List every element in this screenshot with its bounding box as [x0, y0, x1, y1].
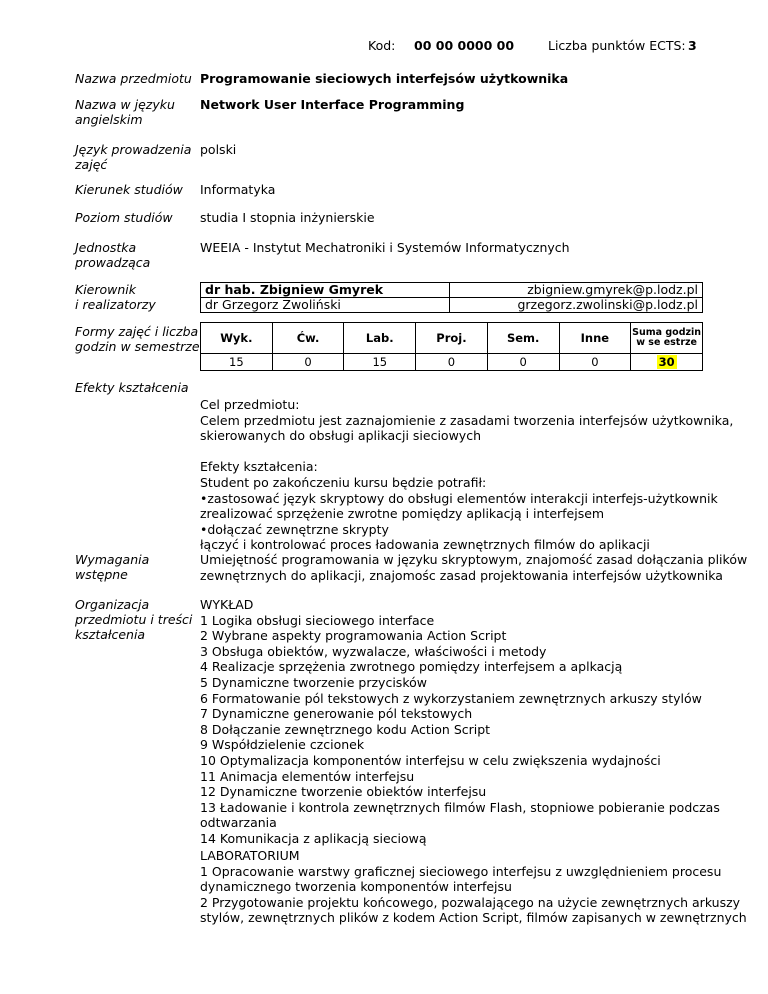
cel-title: Cel przedmiotu: [200, 397, 300, 412]
wymagania-label [75, 552, 149, 582]
laboratorium-block [200, 848, 747, 926]
hours-value-wyk: 15 [201, 354, 273, 371]
organizacja-label-line1: Organizacja [75, 597, 150, 612]
kierunek-label: Kierunek studiów [75, 182, 183, 197]
organizacja-label [75, 597, 192, 642]
wyklad-item: 13 Ładowanie i kontrola zewnętrznych filmów Flash, stopniowe pobieranie podczas [200, 799, 720, 815]
wyklad-item: 1 Logika obsługi sieciowego interface [200, 612, 435, 628]
nazwa-ang-label [75, 97, 175, 127]
hours-header-inne: Inne [559, 323, 631, 354]
hours-value-sem: 0 [487, 354, 559, 371]
hours-value-cw: 0 [272, 354, 344, 371]
kod-value: 00 00 0000 00 [414, 38, 515, 53]
wymagania-line: zewnętrznych do aplikacji, znajomośc zasad projektowania interfejsów użytkownika [200, 567, 723, 583]
jezyk-label-line1: Język prowadzenia [75, 142, 192, 157]
spacer [200, 444, 733, 460]
wymagania-block [200, 552, 747, 583]
table-row [201, 323, 703, 354]
poziom-value: studia I stopnia inżynierskie [200, 210, 375, 225]
cel-line: Celem przedmiotu jest zaznajomienie z zasadami tworzenia interfejsów użytkownika, [200, 412, 734, 428]
wyklad-item: 11 Animacja elementów interfejsu [200, 768, 415, 784]
hours-value-proj: 0 [416, 354, 488, 371]
efekty-title: Efekty kształcenia: [200, 459, 318, 475]
hours-header-lab: Lab. [344, 323, 416, 354]
table-row [201, 298, 703, 313]
sum-header-line2: w se estrze [636, 337, 697, 348]
wyklad-item: 8 Dołączanie zewnętrznego kodu Action Script [200, 721, 491, 737]
wyklad-item: 5 Dynamiczne tworzenie przycisków [200, 674, 427, 690]
second-name: dr Grzegorz Zwoliński [201, 298, 450, 313]
table-row [201, 354, 703, 371]
wyklad-item: 4 Realizacje sprzężenia zwrotnego pomiędzy interfejsem a aplkacją [200, 659, 623, 675]
sum-highlight: 30 [658, 355, 675, 369]
organizacja-label-line2: przedmiotu i treści [75, 612, 193, 627]
wymagania-label-line2: wstępne [75, 567, 128, 582]
kierownik-label [75, 282, 156, 312]
efekty-line: •dołączać zewnętrzne skrypty [200, 521, 389, 537]
cel-line: skierowanych do obsługi aplikacji sieciowych [200, 428, 481, 444]
formy-label-line2: godzin w semestrze [75, 339, 200, 354]
efekty-line: łączyć i kontrolować proces ładowania zewnętrznych filmów do aplikacji [200, 537, 650, 553]
lead-name: dr hab. Zbigniew Gmyrek [201, 283, 450, 298]
nazwa-label: Nazwa przedmiotu [75, 71, 192, 86]
formy-label [75, 324, 200, 354]
hours-header-cw: Ćw. [272, 323, 344, 354]
people-table [200, 282, 703, 313]
wymagania-line: Umiejętność programowania w języku skryptowym, znajomość zasad dołączania plików [200, 552, 748, 567]
efekty-block [200, 397, 733, 553]
jednostka-label [75, 240, 150, 270]
efekty-line: •zastosować język skryptowy do obsługi elementów interakcji interfejs-użytkownik [200, 490, 718, 506]
wymagania-label-line1: Wymagania [75, 552, 150, 567]
laboratorium-item: 2 Przygotowanie projektu końcowego, pozwalającego na użycie zewnętrznych arkuszy [200, 894, 741, 910]
wyklad-title: WYKŁAD [200, 597, 254, 612]
jezyk-label [75, 142, 191, 172]
jednostka-value: WEEIA - Instytut Mechatroniki i Systemów Informatycznych [200, 240, 570, 255]
wyklad-item: 2 Wybrane aspekty programowania Action Script [200, 628, 507, 644]
hours-value-inne: 0 [559, 354, 631, 371]
hours-value-sum [631, 354, 703, 371]
wyklad-item: 14 Komunikacja z aplikacją sieciową [200, 830, 427, 846]
wyklad-item: odtwarzania [200, 815, 277, 831]
kierunek-value: Informatyka [200, 182, 276, 197]
hours-value-lab: 15 [344, 354, 416, 371]
ects-value: 3 [688, 38, 697, 53]
kod-label: Kod: [368, 38, 396, 53]
organizacja-label-line3: kształcenia [75, 627, 146, 642]
wyklad-item: 3 Obsługa obiektów, wyzwalacze, właściwości i metody [200, 643, 547, 659]
efekty-label: Efekty kształcenia [75, 380, 189, 395]
nazwa-ang-label-line1: Nazwa w języku [75, 97, 175, 112]
wyklad-block [200, 597, 720, 847]
hours-header-proj: Proj. [416, 323, 488, 354]
wyklad-item: 10 Optymalizacja komponentów interfejsu w celu zwiększenia wydajności [200, 752, 661, 768]
hours-table [200, 322, 703, 371]
jednostka-label-line2: prowadząca [75, 255, 151, 270]
wyklad-item: 6 Formatowanie pól tekstowych z wykorzystaniem zewnętrznych arkuszy stylów [200, 690, 702, 706]
hours-header-wyk: Wyk. [201, 323, 273, 354]
second-email: grzegorz.zwolinski@p.lodz.pl [450, 298, 703, 313]
laboratorium-title: LABORATORIUM [200, 848, 300, 863]
wyklad-item: 7 Dynamiczne generowanie pól tekstowych [200, 706, 473, 722]
efekty-line: Student po zakończeniu kursu będzie potrafił: [200, 474, 487, 490]
wyklad-item: 12 Dynamiczne tworzenie obiektów interfejsu [200, 784, 487, 800]
laboratorium-item: stylów, zewnętrznych plików z kodem Action Script, filmów zapisanych w zewnętrznych [200, 910, 747, 926]
jezyk-label-line2: zajęć [75, 157, 108, 172]
jezyk-value: polski [200, 142, 237, 157]
laboratorium-item: 1 Opracowanie warstwy graficznej sieciowego interfejsu z uwzględnieniem procesu [200, 863, 722, 879]
formy-label-line1: Formy zajęć i liczba [75, 324, 199, 339]
sum-header-line1: Suma godzin [632, 327, 702, 338]
poziom-label: Poziom studiów [75, 210, 173, 225]
kierownik-label-line1: Kierownik [75, 282, 137, 297]
ects-label: Liczba punktów ECTS: [548, 38, 686, 53]
course-name-english: Network User Interface Programming [200, 97, 465, 112]
hours-header-sem: Sem. [487, 323, 559, 354]
wyklad-item: 9 Współdzielenie czcionek [200, 737, 365, 753]
hours-header-sum [631, 323, 703, 354]
kierownik-label-line2: i realizatorzy [75, 297, 156, 312]
laboratorium-item: dynamicznego tworzenia komponentów interfejsu [200, 879, 512, 895]
jednostka-label-line1: Jednostka [75, 240, 137, 255]
table-row [201, 283, 703, 298]
course-name: Programowanie sieciowych interfejsów użytkownika [200, 71, 569, 86]
nazwa-ang-label-line2: angielskim [75, 112, 143, 127]
lead-email: zbigniew.gmyrek@p.lodz.pl [450, 283, 703, 298]
efekty-line: zrealizować sprzężenie zwrotne pomiędzy aplikacją i interfejsem [200, 506, 605, 522]
